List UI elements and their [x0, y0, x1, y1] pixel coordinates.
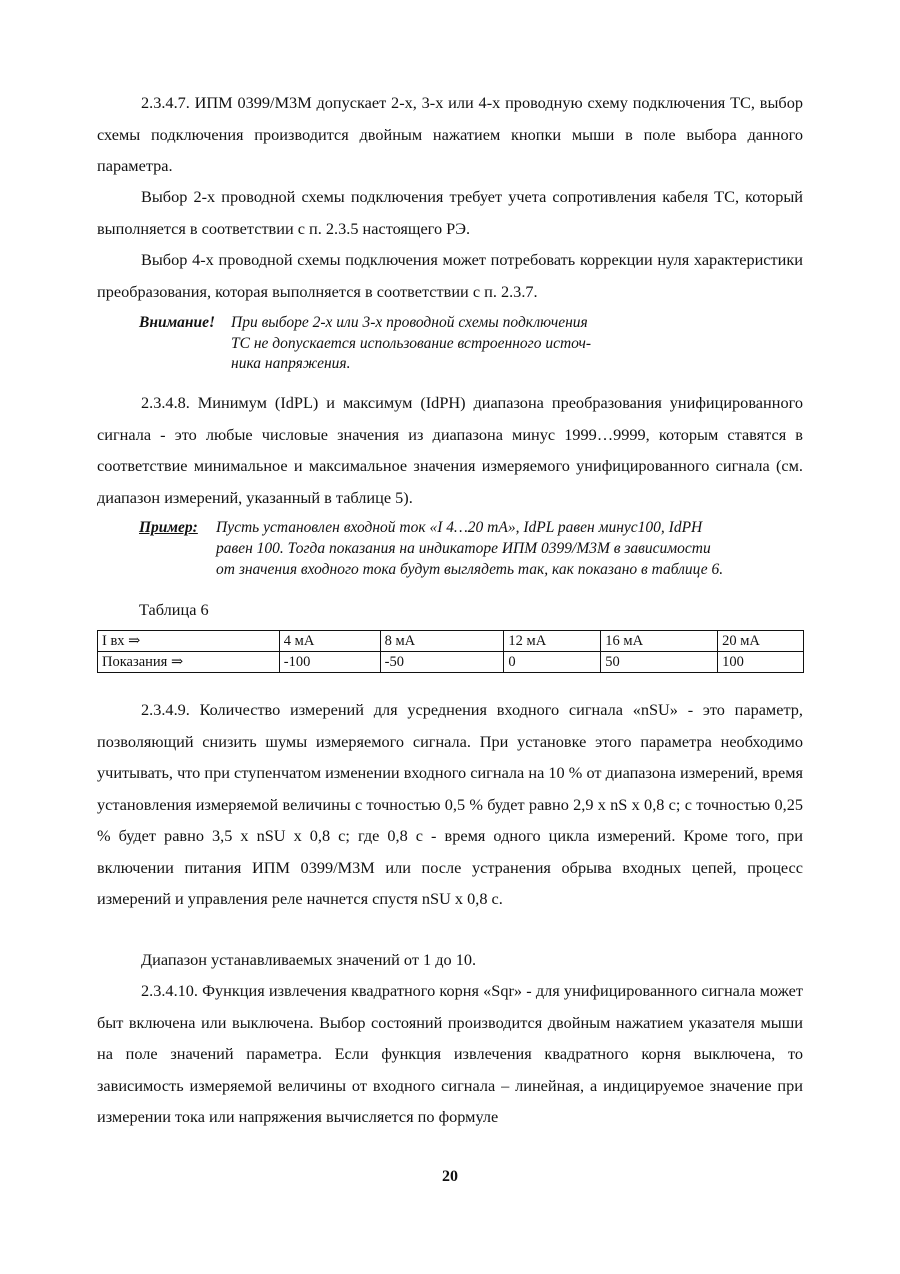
table-cell: 8 мА: [380, 631, 504, 652]
table-cell: 20 мА: [718, 631, 804, 652]
page-number: 20: [442, 1168, 458, 1185]
table-cell: 16 мА: [601, 631, 718, 652]
table-cell: 12 мА: [504, 631, 601, 652]
table-row: [98, 631, 804, 652]
paragraph-2-3-4-9: 2.3.4.9. Количество измерений для усреднения входного сигнала «nSU» - это параметр, позволяющий снизить шумы измеряемого сигнала. При установке этого параметра необходимо учитывать, что при ступенчатом изменении входного сигнала на 10 % от диапазона измерений, время установления измеряемой величины с точностью 0,5 % будет равно 2,9 х nS х 0,8 с; с точностью 0,25 % будет равно 3,5 х nSU х 0,8 с; где 0,8 с - время одного цикла измерений. Кроме того, при включении питания ИПМ 0399/М3М или после устранения обрыва входных цепей, процесс измерений и управления реле начнется спустя nSU х 0,8 с.: [97, 700, 803, 908]
paragraph-two-wire: Выбор 2-х проводной схемы подключения требует учета сопротивления кабеля ТС, который выполняется в соответствии с п. 2.3.5 настоящего РЭ.: [97, 187, 803, 238]
paragraph-four-wire: Выбор 4-х проводной схемы подключения может потребовать коррекции нуля характеристики преобразования, которая выполняется в соответствии с п. 2.3.7.: [97, 250, 803, 301]
example-text: Пусть установлен входной ток «I 4…20 mA», IdPL равен минус100, IdPH равен 100. Тогда показания на индикаторе ИПМ 0399/М3М в зависимости от значения входного тока будут выглядеть так, как показано в таблице 6.: [216, 519, 724, 578]
table-cell: 0: [504, 652, 601, 673]
table-cell: I вх ⇒: [98, 631, 280, 652]
table-cell: -100: [279, 652, 380, 673]
table-cell: 100: [718, 652, 804, 673]
table-cell: Показания ⇒: [98, 652, 280, 673]
table-cell: 50: [601, 652, 718, 673]
example-label: Пример:: [139, 519, 198, 536]
paragraph-2-3-4-7: 2.3.4.7. ИПМ 0399/М3М допускает 2-х, 3-х или 4-х проводную схему подключения ТС, выбор схемы подключения производится двойным нажатием кнопки мыши в поле выбора данного параметра.: [97, 93, 803, 175]
paragraph-range: Диапазон устанавливаемых значений от 1 до 10.: [141, 950, 477, 969]
paragraph-2-3-4-10: 2.3.4.10. Функция извлечения квадратного корня «Sqr» - для унифицированного сигнала может быт включена или выключена. Выбор состояний производится двойным нажатием указателя мыши на поле значений параметра. Если функция извлечения квадратного корня выключена, то зависимость измеряемой величины от входного сигнала – линейная, а индицируемое значение при измерении тока или напряжения вычисляется по формуле: [97, 981, 803, 1126]
paragraph-2-3-4-8: 2.3.4.8. Минимум (IdPL) и максимум (IdPH) диапазона преобразования унифицированного сигнала - это любые числовые значения из диапазона минус 1999…9999, которым ставятся в соответствие минимальное и максимальное значения измеряемого унифицированного сигнала (см. диапазон измерений, указанный в таблице 5).: [97, 393, 803, 507]
table-row: [98, 652, 804, 673]
table-caption: Таблица 6: [139, 600, 209, 619]
notice-label: Внимание!: [139, 314, 216, 331]
table-6: [97, 630, 804, 673]
table-cell: 4 мА: [279, 631, 380, 652]
notice-text: При выборе 2-х или 3-х проводной схемы подключения ТС не допускается использование встроенного источ- ника напряжения.: [231, 314, 592, 372]
table-cell: -50: [380, 652, 504, 673]
